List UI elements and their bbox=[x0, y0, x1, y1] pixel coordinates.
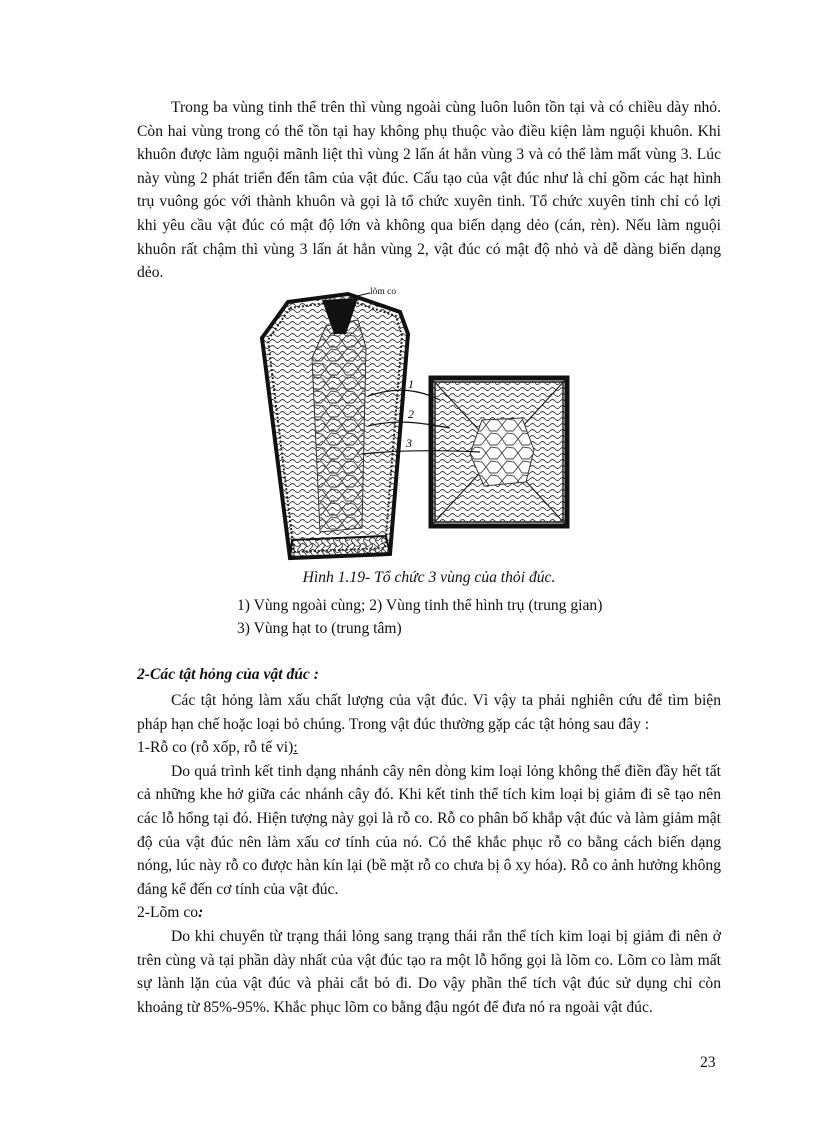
figure-ingot-zones bbox=[230, 278, 596, 574]
zone-label-3: 3 bbox=[406, 436, 412, 450]
figure-legend-line-1: 1) Vùng ngoài cùng; 2) Vùng tinh thể hình trụ (trung gian) bbox=[237, 597, 603, 614]
subheading-2 bbox=[137, 901, 721, 925]
sub2-paragraph: Do khi chuyển từ trạng thái lỏng sang trạng thái rắn thể tích kim loại bị giảm đi nên ở trên cùng và tại phần dày nhất của vật đúc tạo ra một lỗ hổng gọi là lõm co. Lõm co làm mất sự lành lặn của vật đúc và phải cắt bỏ đi. Do vậy phần thể tích vật đúc sử dụng chỉ còn khoảng từ 85%-95%. Khắc phục lõm co bằng đậu ngót để đưa nó ra ngoài vật đúc. bbox=[137, 927, 721, 1016]
subheading-2-colon: : bbox=[198, 904, 204, 922]
zone-label-2: 2 bbox=[408, 407, 414, 421]
zone-label-1: 1 bbox=[408, 377, 414, 391]
intro-paragraph: Trong ba vùng tinh thể trên thì vùng ngoài cùng luôn luôn tồn tại và có chiều dày nhỏ. Còn hai vùng trong có thể tồn tại hay không phụ thuộc vào điều kiện làm nguội khuôn. Khi khuôn được làm nguội mãnh liệt thì vùng 2 lấn át hẳn vùng 3 và có thể làm mất vùng 3. Lúc này vùng 2 phát triển đến tâm của vật đúc. Cấu tạo của vật đúc như là chỉ gồm các hạt hình trụ vuông góc với thành khuôn và gọi là tổ chức xuyên tinh. Tổ chức xuyên tinh chỉ có lợi khi yêu cầu vật đúc có mật độ lớn và không qua biến dạng dẻo (cán, rèn). Nếu làm nguội khuôn rất chậm thì vùng 3 lấn át hẳn vùng 2, vật đúc có mật độ nhỏ và dễ dàng biến dạng dẻo. bbox=[137, 99, 721, 282]
figure-legend-line-2: 3) Vùng hạt to (trung tâm) bbox=[237, 620, 402, 637]
page-number: 23 bbox=[700, 1054, 716, 1071]
subheading-1 bbox=[137, 736, 721, 760]
figure-caption: Hình 1.19- Tổ chức 3 vùng của thỏi đúc. bbox=[302, 569, 556, 586]
shrink-cavity-label: lõm co bbox=[370, 287, 397, 297]
subheading-2-title: 2-Lõm co bbox=[137, 904, 199, 922]
sub1-paragraph: Do quá trình kết tinh dạng nhánh cây nên dòng kim loại lỏng không thể điền đầy hết tất cả những khe hở giữa các nhánh cây đó. Khi kết tinh thể tích kim loại bị giảm đi sẽ tạo nên các lỗ hổng tại đó. Hiện tượng này gọi là rỗ co. Rỗ co phân bố khắp vật đúc và làm giảm mật độ của vật đúc nên làm xấu cơ tính của nó. Có thể khắc phục rỗ co bằng cách biến dạng nóng, lúc này rỗ co được hàn kín lại (bề mặt rỗ co chưa bị ô xy hóa). Rỗ co ảnh hưởng không đáng kể đến cơ tính của vật đúc. bbox=[137, 762, 721, 898]
subheading-1-title: 1-Rỗ co (rỗ xốp, rỗ tế vi) bbox=[137, 739, 294, 757]
ingot-diagram bbox=[230, 278, 596, 574]
subheading-1-colon: : bbox=[293, 739, 298, 757]
section-heading: 2-Các tật hỏng của vật đúc : bbox=[137, 666, 319, 683]
section-body bbox=[137, 689, 721, 1019]
ingot-bottom bbox=[290, 536, 390, 558]
intro-paragraph-block bbox=[137, 96, 721, 285]
section-intro: Các tật hỏng làm xấu chất lượng của vật đúc. Vì vậy ta phải nghiên cứu để tìm biện pháp hạn chế hoặc loại bỏ chúng. Trong vật đúc thường gặp các tật hỏng sau đây : bbox=[137, 692, 721, 733]
ingot-central-zone bbox=[312, 320, 366, 532]
